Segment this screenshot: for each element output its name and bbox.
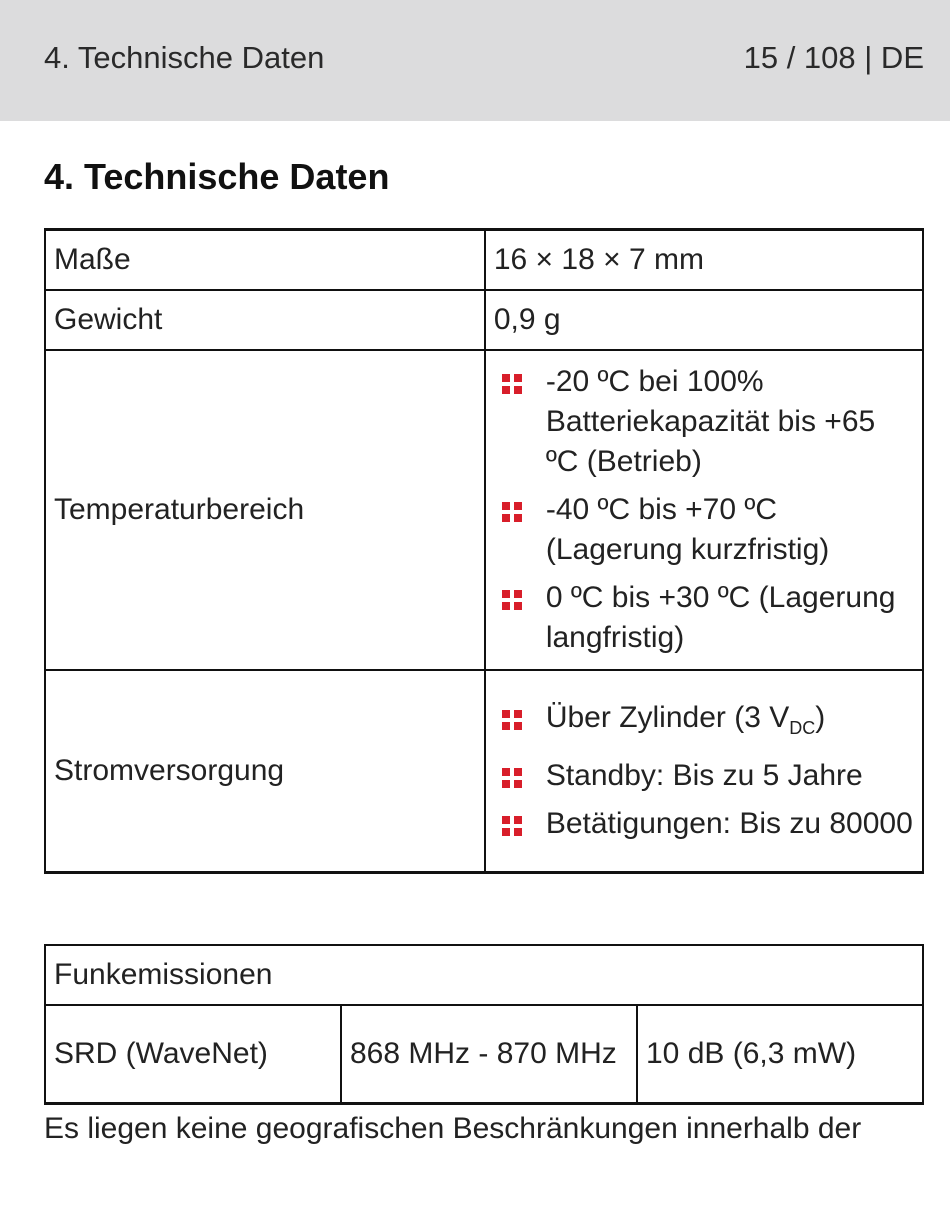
spec-value-gewicht: 0,9 g [485, 290, 923, 350]
list-item-text-suffix: ) [815, 701, 826, 734]
list-item-text: 0 ºC bis +30 ºC (Lagerung langfristig) [545, 581, 896, 654]
header-page-number: 15 / 108 | DE [743, 40, 924, 75]
radio-emissions-table [44, 944, 924, 1105]
bullet-icon [502, 768, 522, 788]
list-item [494, 362, 914, 482]
table-row [45, 945, 923, 1005]
table-row [45, 290, 923, 350]
radio-frequency-cell: 868 MHz - 870 MHz [341, 1005, 637, 1104]
list-item-text: Betätigungen: Bis zu 80000 [545, 807, 913, 840]
page-header [0, 0, 950, 121]
spec-label-masse: Maße [45, 230, 485, 291]
power-list [494, 698, 914, 844]
spec-value-strom [485, 670, 923, 873]
radio-table-header: Funkemissionen [45, 945, 923, 1005]
list-item [494, 578, 914, 658]
list-item [494, 756, 914, 796]
bullet-icon [502, 816, 522, 836]
radio-power-cell: 10 dB (6,3 mW) [637, 1005, 923, 1104]
bullet-icon [502, 590, 522, 610]
spec-label-gewicht: Gewicht [45, 290, 485, 350]
list-item [494, 804, 914, 844]
list-item [494, 490, 914, 570]
spec-label-temperatur: Temperaturbereich [45, 350, 485, 670]
body-text: Es liegen keine geografischen Beschränkungen innerhalb der [44, 1112, 862, 1145]
bullet-icon [502, 710, 522, 730]
header-chapter-title: 4. Technische Daten [44, 40, 325, 75]
section-title: 4. Technische Daten [44, 156, 390, 197]
list-item-text: -20 ºC bei 100% Batteriekapazität bis +65 ºC (Betrieb) [545, 365, 876, 478]
temperature-list [494, 362, 914, 658]
spec-label-strom: Stromversorgung [45, 670, 485, 873]
radio-name-cell: SRD (WaveNet) [45, 1005, 341, 1104]
subscript-dc: DC [789, 718, 816, 738]
spec-table [44, 228, 924, 874]
bullet-icon [502, 502, 522, 522]
table-row [45, 670, 923, 873]
list-item-text: Standby: Bis zu 5 Jahre [545, 759, 863, 792]
list-item-text: -40 ºC bis +70 ºC (Lagerung kurzfristig) [545, 493, 830, 566]
table-row [45, 230, 923, 291]
list-item [494, 698, 914, 748]
spec-value-masse: 16 × 18 × 7 mm [485, 230, 923, 291]
bullet-icon [502, 374, 522, 394]
table-row [45, 1005, 923, 1104]
list-item-text: Über Zylinder (3 V [545, 701, 790, 734]
table-row [45, 350, 923, 670]
spec-value-temperatur [485, 350, 923, 670]
